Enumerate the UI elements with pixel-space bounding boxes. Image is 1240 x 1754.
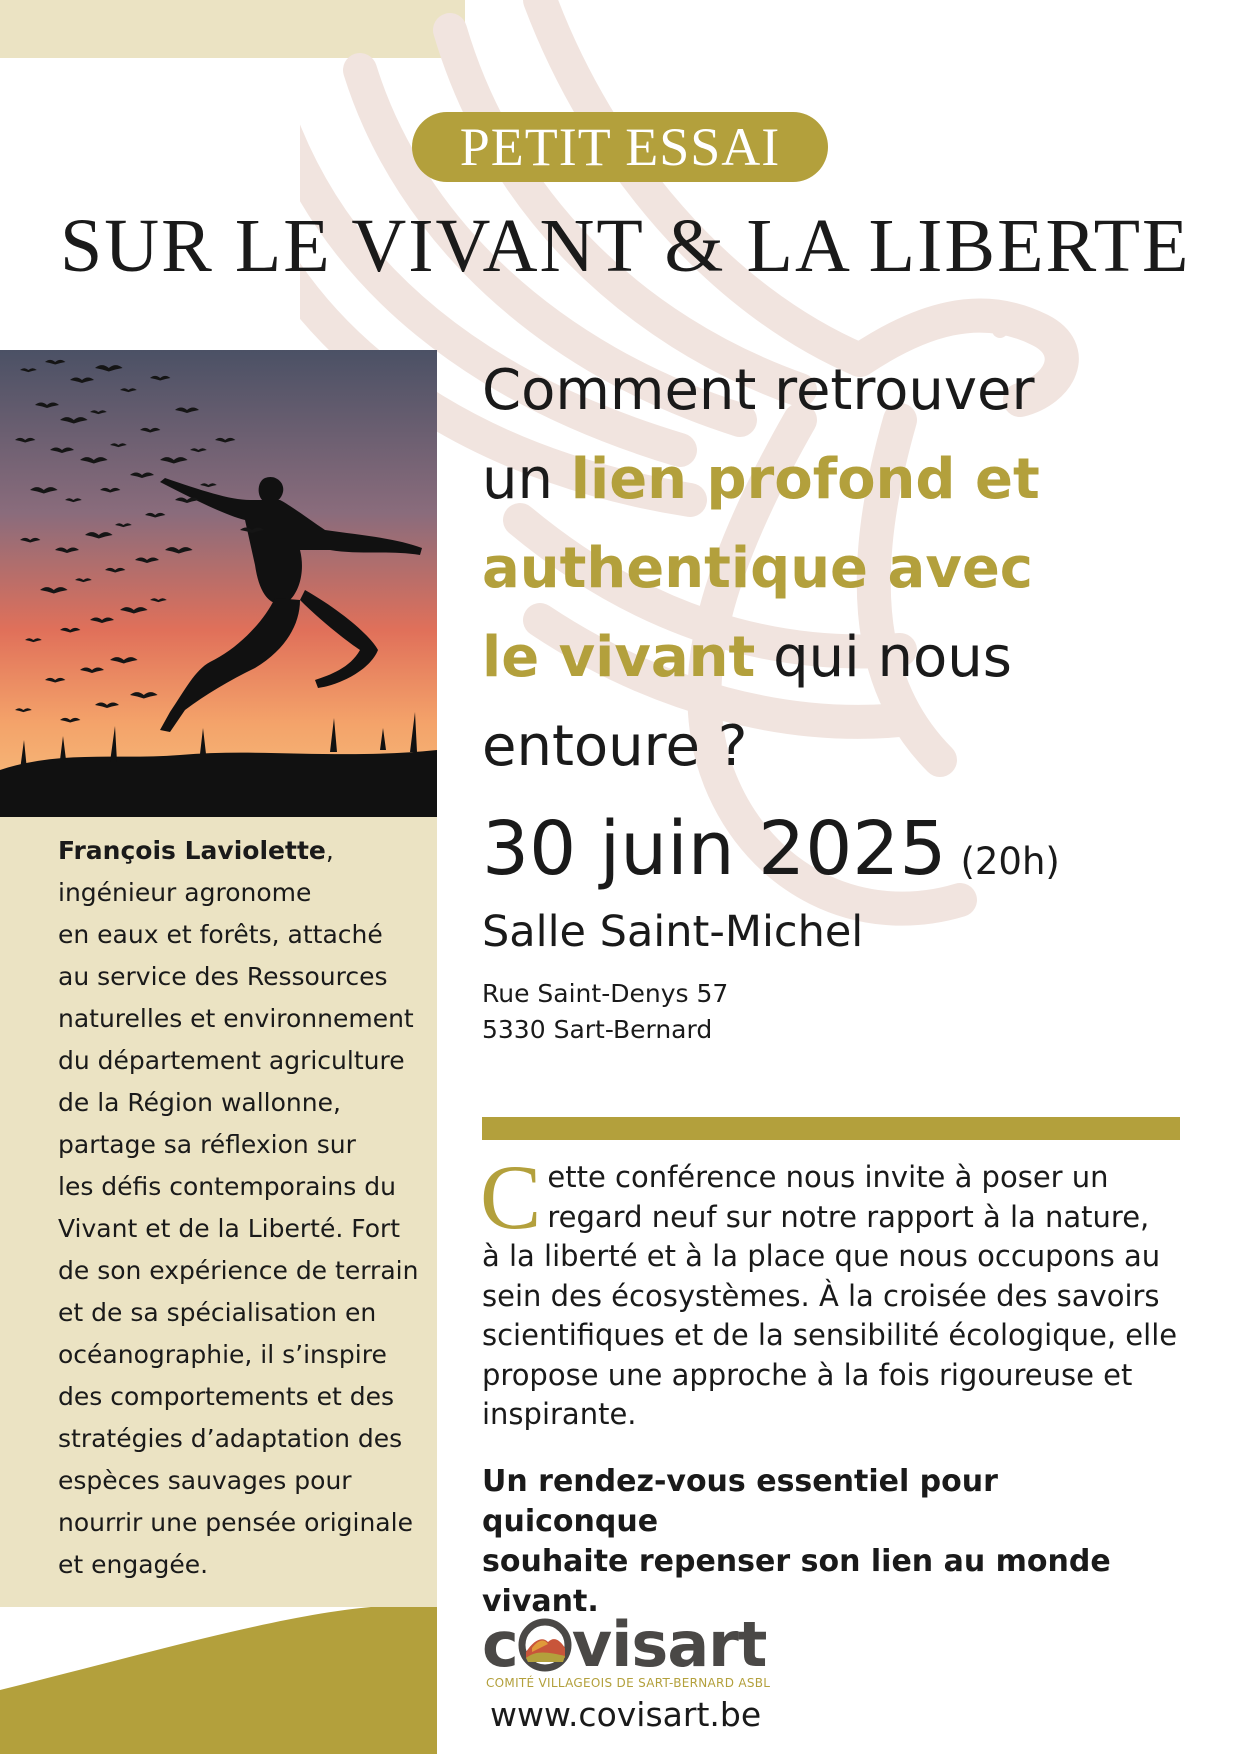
headline-question <box>482 346 1162 791</box>
bio-line: de la Région wallonne, <box>58 1088 341 1117</box>
series-badge: PETIT ESSAI <box>412 112 828 182</box>
dropcap-letter: C <box>480 1146 542 1248</box>
speaker-bio <box>58 830 438 1586</box>
event-address-street: Rue Saint-Denys 57 <box>482 979 729 1008</box>
description-line: propose une approche à la fois rigoureuse et <box>482 1357 1133 1392</box>
description-lines <box>480 1146 1182 1435</box>
bio-line: nourrir une pensée originale <box>58 1508 413 1537</box>
bio-line: au service des Ressources <box>58 962 388 991</box>
question-text: un <box>482 447 571 512</box>
bio-line: les défis contemporains du <box>58 1172 396 1201</box>
section-divider <box>482 1117 1180 1140</box>
call-to-action <box>482 1462 1182 1622</box>
event-time: (20h) <box>960 840 1060 883</box>
bio-line: en eaux et forêts, attaché <box>58 920 383 949</box>
logo-text-start: c <box>482 1608 518 1681</box>
bio-line: ingénieur agronome <box>58 878 312 907</box>
bio-line: et de sa spécialisation en <box>58 1298 377 1327</box>
description-line: inspirante. <box>482 1397 637 1431</box>
bio-line: espèces sauvages pour <box>58 1466 352 1495</box>
speaker-name-line: François Laviolette, <box>58 836 334 865</box>
logo-text-end: visart <box>571 1608 767 1681</box>
speaker-name: François Laviolette <box>58 836 326 865</box>
bio-line: des comportements et des <box>58 1382 394 1411</box>
bio-line: du département agriculture <box>58 1046 405 1075</box>
speaker-bio-lines <box>58 872 438 1586</box>
event-date-line <box>482 804 1182 894</box>
page-title: SUR LE VIVANT & LA LIBERTE <box>60 204 1191 288</box>
bio-line: partage sa réflexion sur <box>58 1130 356 1159</box>
description-line: scientifiques et de la sensibilité écologique, elle <box>482 1318 1178 1352</box>
question-highlight: le vivant <box>482 625 756 690</box>
bio-line: de son expérience de terrain <box>58 1256 419 1285</box>
description-line: regard neuf sur notre rapport à la nature, <box>547 1199 1150 1234</box>
description-line: sein des écosystèmes. À la croisée des savoirs <box>482 1278 1160 1313</box>
bio-line: océanographie, il s’inspire <box>58 1340 387 1369</box>
question-line-4 <box>482 613 1162 702</box>
description-line: ette conférence nous invite à poser un <box>547 1160 1109 1194</box>
bio-line: Vivant et de la Liberté. Fort <box>58 1214 401 1243</box>
question-highlight: lien profond et <box>570 447 1040 512</box>
logo-landscape-icon <box>518 1618 572 1672</box>
question-line-3: authentique avec <box>482 536 1034 601</box>
description-line: à la liberté et à la place que nous occupons au <box>482 1239 1161 1273</box>
question-text: qui nous <box>755 625 1012 690</box>
bio-line: stratégies d’adaptation des <box>58 1424 403 1453</box>
cta-line: Un rendez-vous essentiel pour quiconque <box>482 1464 998 1539</box>
question-line-2 <box>482 435 1162 524</box>
event-venue: Salle Saint-Michel <box>482 907 864 957</box>
question-line-1: Comment retrouver <box>482 358 1035 423</box>
event-date: 30 juin 2025 <box>482 806 947 892</box>
question-line-5: entoure ? <box>482 714 748 779</box>
website-link[interactable]: www.covisart.be <box>490 1695 762 1734</box>
covisart-logo <box>482 1610 772 1680</box>
bio-line: et engagée. <box>58 1550 209 1579</box>
event-description <box>480 1146 1182 1435</box>
logo-subtitle: COMITÉ VILLAGEOIS DE SART-BERNARD ASBL <box>486 1676 771 1690</box>
event-address-city: 5330 Sart-Bernard <box>482 1015 713 1044</box>
cta-line: vivant. <box>482 1584 599 1619</box>
dancer-birds-photo <box>0 350 437 817</box>
bio-line: naturelles et environnement <box>58 1004 414 1033</box>
cta-line: souhaite repenser son lien au monde <box>482 1544 1111 1579</box>
